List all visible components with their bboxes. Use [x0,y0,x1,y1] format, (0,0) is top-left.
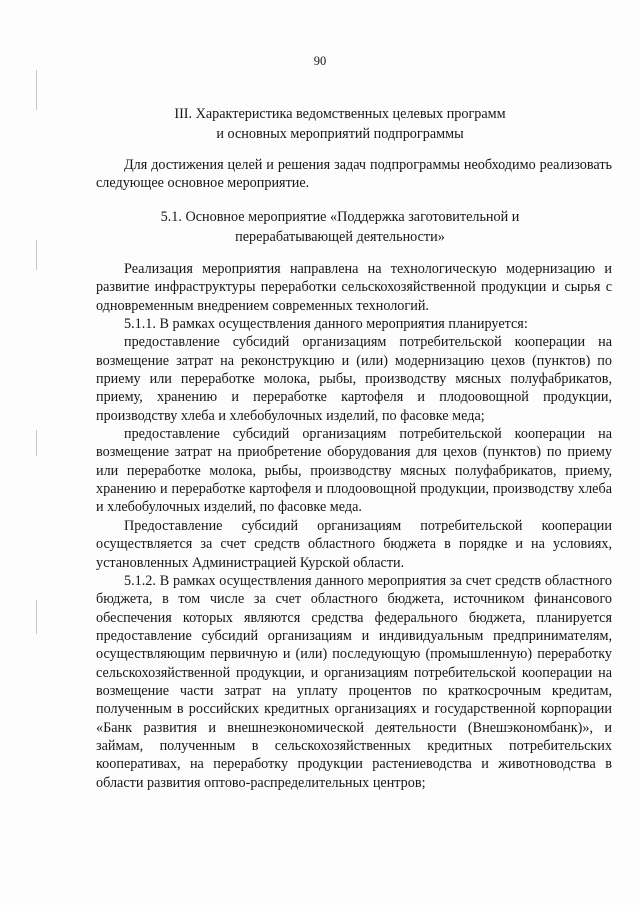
scan-margin-mark [36,70,37,110]
scan-margin-mark [36,240,37,270]
scan-margin-mark [36,430,37,456]
measure-heading-line-1: 5.1. Основное мероприятие «Поддержка заготовительной и [160,209,520,225]
paragraph-implementation: Реализация мероприятия направлена на технологическую модернизацию и развитие инфраструктуры переработки сельскохозяйственной продукции и сырья с одновременным внедрением современных технологий. [96,261,612,314]
page-number: 90 [313,54,327,68]
paragraph-subsidy-equipment: предоставление субсидий организациям потребительской кооперации на возмещение затрат на приобретение оборудования для цехов (пунктов) по приему или переработке молока, рыбы, производству мясных полуфабрикатов, приему, хранению и переработке картофеля и плодоовощной продукции, производству хлеба и хлебобулочных изделий, по фасовке меда. [96,426,612,516]
section-heading [60,104,620,144]
section-heading-line-2: и основных мероприятий подпрограммы [216,126,464,142]
scan-margin-mark [36,600,37,634]
paragraph-5-1-1: 5.1.1. В рамках осуществления данного мероприятия планируется: [124,316,528,333]
measure-heading [60,207,620,247]
paragraph-subsidy-reconstruction: предоставление субсидий организациям потребительской кооперации на возмещение затрат на реконструкцию и (или) модернизацию цехов (пунктов) по приему или переработке молока, рыбы, производству мясных полуфабрикатов, приему, хранению и переработке картофеля и плодоовощной продукции, производству хлеба и хлебобулочных изделий, по фасовке меда; [96,334,612,424]
body-text [96,260,612,792]
section-heading-line-1: III. Характеристика ведомственных целевых программ [174,106,506,122]
paragraph-subsidy-procedure: Предоставление субсидий организациям потребительской кооперации осуществляется за счет средств областного бюджета в порядке и на условиях, установленных Администрацией Курской области. [96,517,612,571]
measure-heading-line-2: перерабатывающей деятельности» [235,229,445,245]
intro-paragraph: Для достижения целей и решения задач подпрограммы необходимо реализовать следующее основное мероприятие. [96,157,612,192]
paragraph-5-1-2: 5.1.2. В рамках осуществления данного мероприятия за счет средств областного бюджета, в том числе за счет областного бюджета, источником финансового обеспечения которых являются средства федерального бюджета, планируется предоставление субсидий организациям и индивидуальным предпринимателям, осуществляющим первичную и (или) последующую (промышленную) переработку сельскохозяйственной продукции, и организациям потребительской кооперации на возмещение части затрат на уплату процентов по краткосрочным кредитам, полученным в российских кредитных организациях и государственной корпорации «Банк развития и внешнеэкономической деятельности (Внешэкономбанк)», и займам, полученным в сельскохозяйственных кредитных потребительских кооперативах, на переработку продукции растениеводства и животноводства в области развития оптово-распределительных центров; [96,572,612,791]
